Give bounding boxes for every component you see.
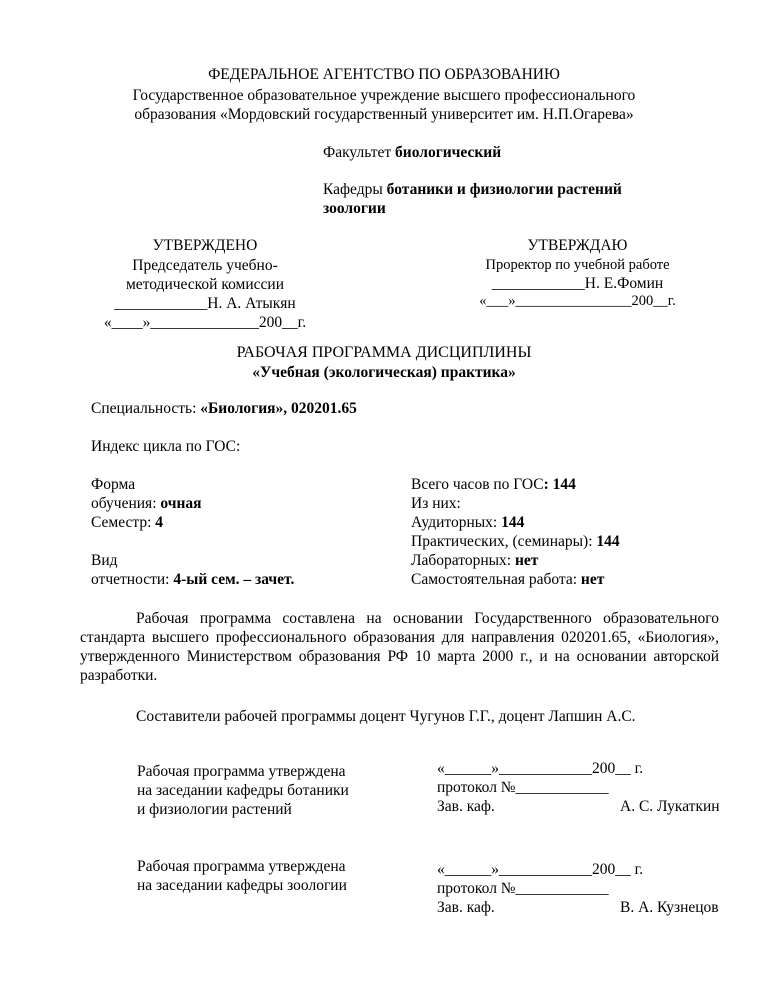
approval-botany-line-1: Рабочая программа утверждена [137,763,346,780]
total-hours-value: : 144 [543,476,576,493]
cycle-index: Индекс цикла по ГОС: [91,438,241,455]
approved-left-date: «____»______________200__г. [103,314,307,331]
approved-right-title: УТВЕРЖДАЮ [527,237,628,254]
lab-hours-line: Лабораторных: нет [411,552,539,569]
practical-hours-value: 144 [596,533,620,550]
agency-name: ФЕДЕРАЛЬНОЕ АГЕНТСТВО ПО ОБРАЗОВАНИЮ [208,66,560,83]
study-form-label: Форма [91,476,136,493]
classroom-hours-value: 144 [501,514,525,531]
approval-zoology-date: «______»____________200__ г. [437,861,644,878]
practical-hours-line: Практических, (семинары): 144 [411,533,620,550]
program-title: РАБОЧАЯ ПРОГРАММА ДИСЦИПЛИНЫ [236,344,532,361]
approval-botany-head-name: А. С. Лукаткин [620,798,720,815]
authors-paragraph: Составители рабочей программы доцент Чугунов Г.Г., доцент Лапшин А.С. [136,708,636,725]
approval-botany-line-3: и физиологии растений [137,801,292,818]
institution-line-2: образования «Мордовский государственный университет им. Н.П.Огарева» [134,106,634,123]
approval-botany-protocol: протокол №____________ [437,779,609,796]
of-them-label: Из них: [411,495,461,512]
institution-line-1: Государственное образовательное учреждение высшего профессионального [132,87,636,104]
self-study-value: нет [580,571,605,588]
approved-left-title: УТВЕРЖДЕНО [152,237,258,254]
approved-left-line-1: Председатель учебно- [132,257,278,274]
lab-hours-value: нет [514,552,539,569]
specialty-value: «Биология», 020201.65 [200,400,357,417]
self-study-line: Самостоятельная работа: нет [411,571,605,588]
semester-line: Семестр: 4 [91,514,164,531]
approved-right-date: «___»________________200__г. [479,293,676,309]
departments-line-2 [323,200,386,218]
departments-value-1: ботаники и физиологии растений [386,181,622,198]
approval-zoology-line-2: на заседании кафедры зоологии [137,877,347,894]
faculty-value: биологический [395,144,502,161]
program-subtitle: «Учебная (экологическая) практика» [252,364,516,381]
faculty-line [323,144,501,162]
faculty-label: Факультет [323,144,396,161]
approval-botany-date: «______»____________200__ г. [437,760,644,777]
study-form-value: очная [160,495,202,512]
approved-right-signature: ____________Н. Е.Фомин [491,275,664,292]
departments-value-2: зоологии [323,200,386,217]
basis-paragraph: Рабочая программа составлена на основании Государственного образовательного стандарта высшего профессионального образования для направления 020201.65, «Биология», утвержденного Министерством образования РФ 10 марта 2000 г., и на основании авторской разработки. [80,610,719,684]
approved-right-line-1: Проректор по учебной работе [485,257,670,273]
approval-zoology-line-1: Рабочая программа утверждена [137,858,346,875]
approval-zoology-head-name: В. А. Кузнецов [620,899,719,916]
report-type-value: 4-ый сем. – зачет. [173,571,295,588]
approval-botany-line-2: на заседании кафедры ботаники [137,782,349,799]
departments-line-1 [323,181,622,199]
approved-left-signature: ____________Н. А. Атыкян [114,295,296,312]
specialty-line [91,400,357,418]
classroom-hours-line: Аудиторных: 144 [411,514,525,531]
approved-left-line-2: методической комиссии [126,276,284,293]
specialty-label: Специальность: [91,400,201,417]
total-hours-line: Всего часов по ГОС: 144 [411,476,576,493]
departments-label: Кафедры [323,181,387,198]
report-type-label: Вид [91,552,118,569]
approval-botany-head-label: Зав. каф. [437,798,495,815]
study-form-line: обучения: очная [91,495,202,512]
report-type-line: отчетности: 4-ый сем. – зачет. [91,571,295,588]
semester-value: 4 [155,514,164,531]
approval-zoology-protocol: протокол №____________ [437,880,609,897]
approval-zoology-head-label: Зав. каф. [437,899,495,916]
